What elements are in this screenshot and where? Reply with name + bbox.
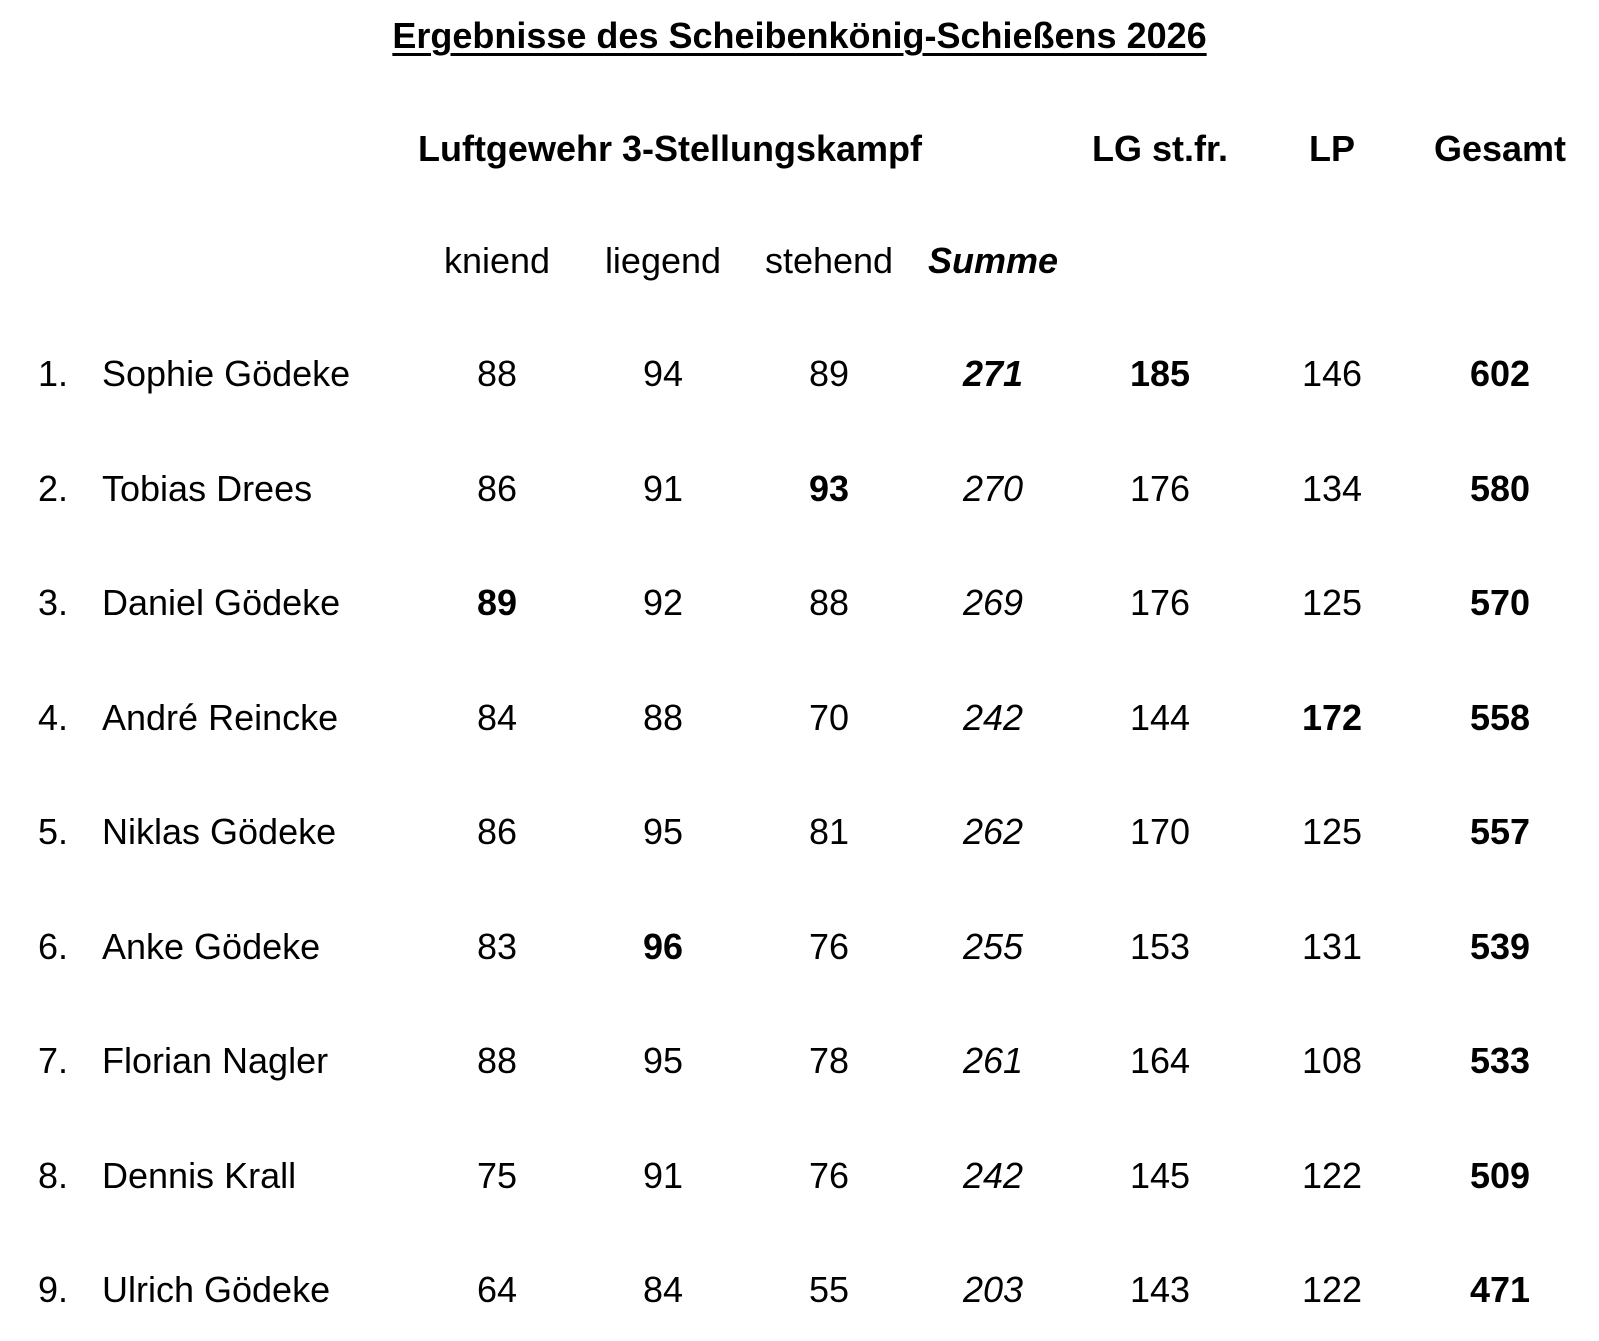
row-cell-lp: 108 — [1301, 1040, 1363, 1081]
header-lp: LP — [1308, 128, 1355, 169]
row-cell-summe: 203 — [962, 1269, 1024, 1310]
row-cell-kniend: 83 — [476, 926, 518, 967]
row-cell-lg-stfr: 144 — [1129, 697, 1191, 738]
row-cell-stehend: 89 — [808, 353, 850, 394]
row-cell-lp: 134 — [1301, 468, 1363, 509]
row-cell-lp: 122 — [1301, 1269, 1363, 1310]
row-cell-summe: 261 — [962, 1040, 1024, 1081]
row-cell-summe: 271 — [962, 353, 1024, 394]
row-cell-summe: 242 — [962, 697, 1024, 738]
row-cell-liegend: 92 — [642, 582, 684, 623]
row-cell-lp: 131 — [1301, 926, 1363, 967]
row-name: Sophie Gödeke — [102, 353, 351, 394]
row-cell-liegend: 88 — [642, 697, 684, 738]
row-cell-kniend: 86 — [476, 811, 518, 852]
row-cell-lg-stfr: 143 — [1129, 1269, 1191, 1310]
row-cell-kniend: 75 — [476, 1155, 518, 1196]
row-cell-liegend: 96 — [642, 926, 684, 967]
row-rank: 2. — [38, 468, 69, 509]
subheader-stehend: stehend — [764, 240, 894, 281]
row-name: Dennis Krall — [102, 1155, 297, 1196]
row-cell-stehend: 76 — [808, 1155, 850, 1196]
row-cell-kniend: 64 — [476, 1269, 518, 1310]
row-cell-lg-stfr: 176 — [1129, 468, 1191, 509]
row-cell-lp: 125 — [1301, 582, 1363, 623]
row-cell-stehend: 93 — [808, 468, 850, 509]
row-cell-lg-stfr: 185 — [1129, 353, 1191, 394]
row-cell-lg-stfr: 164 — [1129, 1040, 1191, 1081]
row-cell-summe: 262 — [962, 811, 1024, 852]
row-cell-gesamt: 509 — [1469, 1155, 1531, 1196]
row-rank: 3. — [38, 582, 69, 623]
row-cell-summe: 255 — [962, 926, 1024, 967]
row-cell-lp: 122 — [1301, 1155, 1363, 1196]
row-name: Niklas Gödeke — [102, 811, 337, 852]
page-title: Ergebnisse des Scheibenkönig-Schießens 2026 — [392, 15, 1207, 56]
row-name: Florian Nagler — [102, 1040, 329, 1081]
subheader-summe: Summe — [927, 240, 1059, 281]
row-rank: 6. — [38, 926, 69, 967]
row-rank: 1. — [38, 353, 69, 394]
row-cell-stehend: 55 — [808, 1269, 850, 1310]
row-cell-gesamt: 471 — [1469, 1269, 1531, 1310]
row-cell-stehend: 76 — [808, 926, 850, 967]
row-name: Ulrich Gödeke — [102, 1269, 331, 1310]
row-cell-gesamt: 580 — [1469, 468, 1531, 509]
row-cell-gesamt: 557 — [1469, 811, 1531, 852]
row-cell-liegend: 91 — [642, 1155, 684, 1196]
row-cell-gesamt: 602 — [1469, 353, 1531, 394]
row-rank: 9. — [38, 1269, 69, 1310]
row-cell-lg-stfr: 145 — [1129, 1155, 1191, 1196]
row-cell-kniend: 88 — [476, 353, 518, 394]
row-cell-liegend: 91 — [642, 468, 684, 509]
row-cell-lg-stfr: 153 — [1129, 926, 1191, 967]
row-cell-summe: 270 — [962, 468, 1024, 509]
row-name: André Reincke — [102, 697, 339, 738]
header-gesamt: Gesamt — [1433, 128, 1567, 169]
row-cell-lg-stfr: 176 — [1129, 582, 1191, 623]
header-luftgewehr: Luftgewehr 3-Stellungskampf — [417, 128, 923, 169]
row-cell-lp: 146 — [1301, 353, 1363, 394]
row-cell-liegend: 95 — [642, 1040, 684, 1081]
row-name: Tobias Drees — [102, 468, 313, 509]
row-rank: 7. — [38, 1040, 69, 1081]
row-cell-gesamt: 539 — [1469, 926, 1531, 967]
row-cell-lg-stfr: 170 — [1129, 811, 1191, 852]
subheader-kniend: kniend — [443, 240, 551, 281]
row-cell-stehend: 81 — [808, 811, 850, 852]
row-cell-summe: 269 — [962, 582, 1024, 623]
row-cell-liegend: 84 — [642, 1269, 684, 1310]
row-cell-kniend: 88 — [476, 1040, 518, 1081]
row-cell-lp: 172 — [1301, 697, 1363, 738]
subheader-liegend: liegend — [604, 240, 722, 281]
row-cell-gesamt: 533 — [1469, 1040, 1531, 1081]
header-lg-stfr: LG st.fr. — [1091, 128, 1229, 169]
row-cell-liegend: 95 — [642, 811, 684, 852]
row-cell-gesamt: 570 — [1469, 582, 1531, 623]
row-cell-stehend: 70 — [808, 697, 850, 738]
row-cell-stehend: 78 — [808, 1040, 850, 1081]
row-cell-kniend: 86 — [476, 468, 518, 509]
row-name: Daniel Gödeke — [102, 582, 341, 623]
row-cell-lp: 125 — [1301, 811, 1363, 852]
row-cell-kniend: 84 — [476, 697, 518, 738]
row-cell-liegend: 94 — [642, 353, 684, 394]
row-rank: 8. — [38, 1155, 69, 1196]
row-name: Anke Gödeke — [102, 926, 321, 967]
row-cell-summe: 242 — [962, 1155, 1024, 1196]
row-cell-gesamt: 558 — [1469, 697, 1531, 738]
row-rank: 5. — [38, 811, 69, 852]
row-cell-kniend: 89 — [476, 582, 518, 623]
row-cell-stehend: 88 — [808, 582, 850, 623]
row-rank: 4. — [38, 697, 69, 738]
